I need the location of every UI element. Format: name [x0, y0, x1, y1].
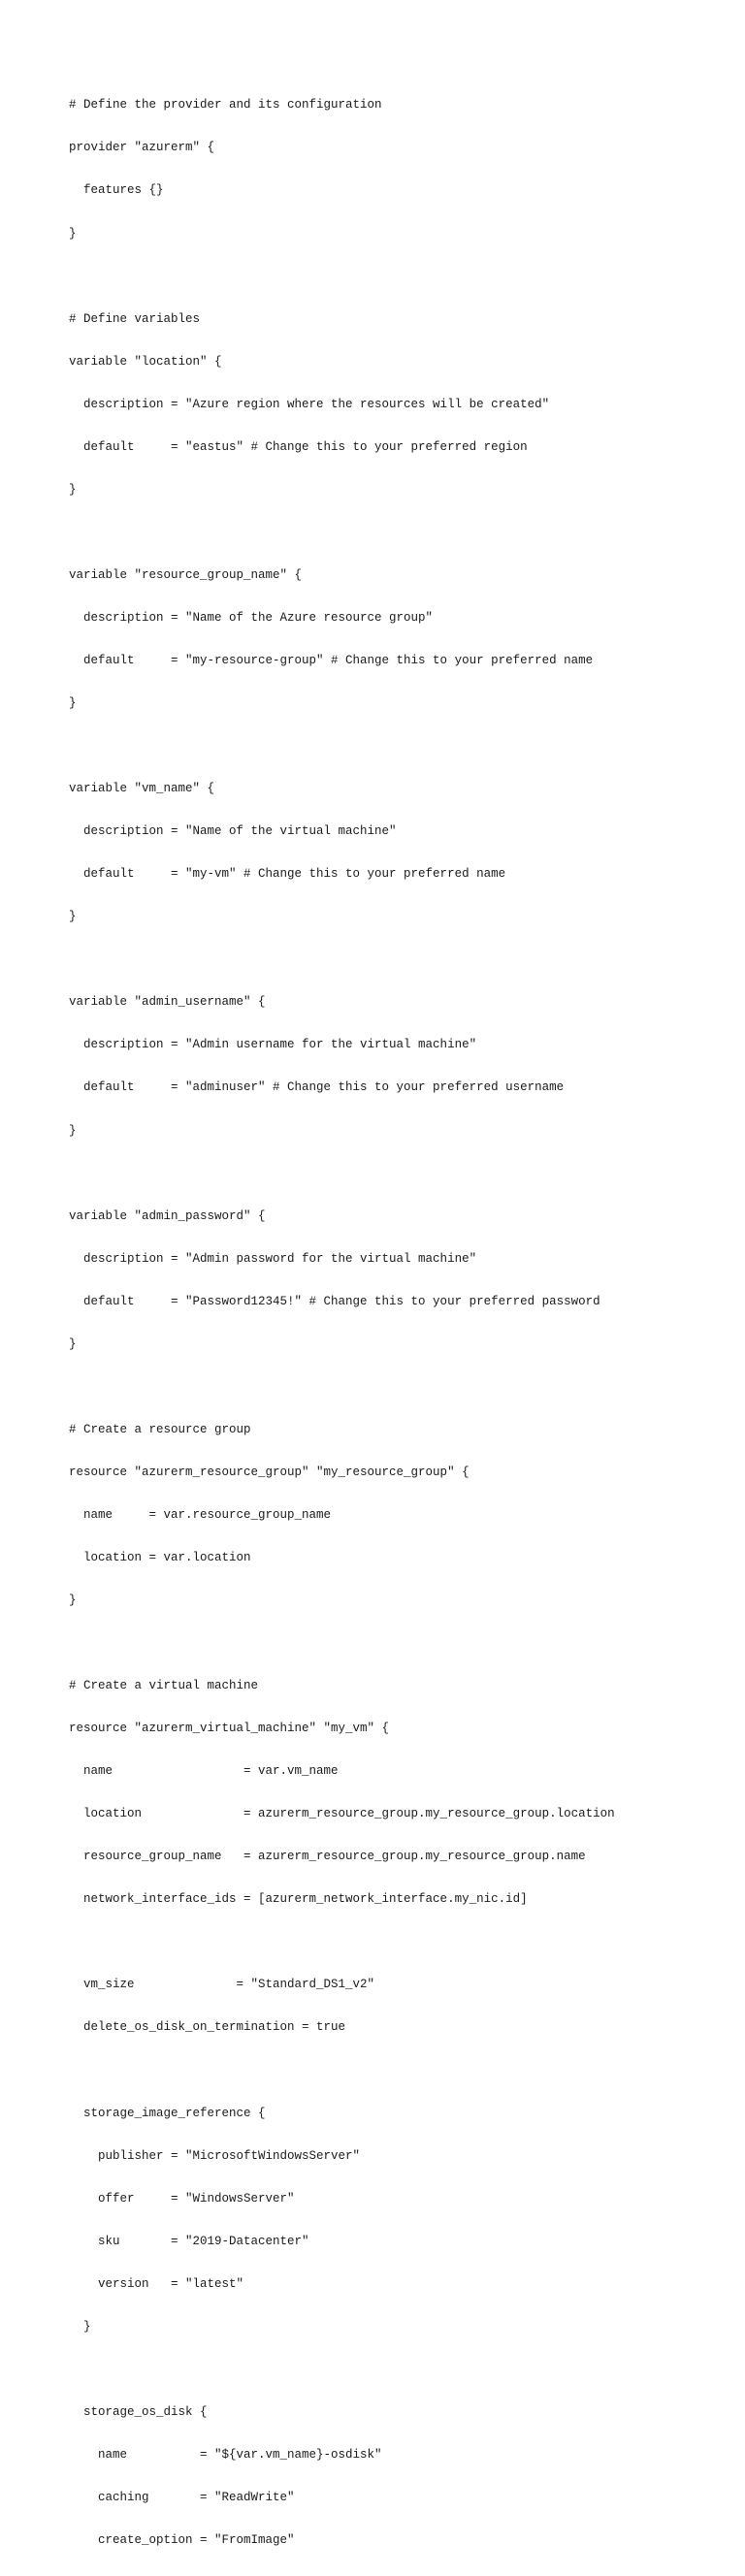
code-line: # Define the provider and its configuration: [69, 98, 382, 113]
code-line: resource "azurerm_resource_group" "my_resource_group" {: [69, 1465, 470, 1479]
code-line: storage_image_reference {: [69, 2106, 266, 2120]
code-line: variable "vm_name" {: [69, 782, 215, 796]
code-line: }: [69, 696, 77, 711]
code-line: variable "resource_group_name" {: [69, 567, 303, 582]
code-line: description = "Admin username for the virtual machine": [69, 1038, 477, 1052]
code-line: description = "Name of the virtual machine": [69, 824, 397, 839]
code-line: caching = "ReadWrite": [69, 2491, 295, 2504]
code-line: name = var.vm_name: [69, 1764, 339, 1779]
code-line: [69, 952, 615, 967]
code-line: network_interface_ids = [azurerm_network_interface.my_nic.id]: [69, 1892, 528, 1907]
code-line: }: [69, 1336, 77, 1351]
code-line: create_option = "FromImage": [69, 2533, 295, 2548]
code-line: [69, 526, 615, 540]
code-line: [69, 1167, 615, 1181]
code-line: }: [69, 2319, 91, 2334]
code-line: location = var.location: [69, 1550, 251, 1564]
code-line: vm_size = "Standard_DS1_v2": [69, 1978, 375, 1992]
code-line: variable "admin_password" {: [69, 1208, 266, 1223]
code-line: # Define variables: [69, 311, 201, 326]
code-line: [69, 1935, 615, 1949]
code-line: [69, 2363, 615, 2377]
code-line: offer = "WindowsServer": [69, 2191, 295, 2206]
code-line: delete_os_disk_on_termination = true: [69, 2020, 346, 2035]
code-line: location = azurerm_resource_group.my_resource_group.location: [69, 1807, 615, 1821]
code-line: [69, 739, 615, 754]
code-line: description = "Azure region where the resources will be created": [69, 397, 550, 411]
code-line: }: [69, 1123, 77, 1138]
code-line: sku = "2019-Datacenter": [69, 2234, 309, 2248]
code-block: [69, 70, 615, 2576]
code-line: default = "Password12345!" # Change this to your preferred password: [69, 1294, 600, 1308]
code-line: [69, 1636, 615, 1651]
code-line: default = "my-vm" # Change this to your preferred name: [69, 867, 506, 882]
code-line: [69, 1380, 615, 1395]
code-line: description = "Name of the Azure resource group": [69, 610, 434, 625]
code-line: }: [69, 910, 77, 924]
code-line: default = "eastus" # Change this to your preferred region: [69, 439, 528, 454]
code-line: version = "latest": [69, 2276, 244, 2291]
code-line: default = "adminuser" # Change this to your preferred username: [69, 1080, 565, 1095]
code-line: features {}: [69, 183, 164, 198]
code-line: [69, 270, 615, 284]
code-line: [69, 2064, 615, 2078]
code-line: description = "Admin password for the virtual machine": [69, 1251, 477, 1266]
code-line: name = "${var.vm_name}-osdisk": [69, 2447, 382, 2462]
code-line: }: [69, 1594, 77, 1608]
code-line: default = "my-resource-group" # Change this to your preferred name: [69, 653, 594, 667]
code-line: storage_os_disk {: [69, 2404, 208, 2419]
code-line: }: [69, 226, 77, 241]
code-line: resource_group_name = azurerm_resource_group.my_resource_group.name: [69, 1850, 586, 1864]
code-line: # Create a virtual machine: [69, 1679, 259, 1693]
code-line: provider "azurerm" {: [69, 141, 215, 155]
code-line: publisher = "MicrosoftWindowsServer": [69, 2148, 361, 2163]
code-line: # Create a resource group: [69, 1422, 251, 1436]
code-line: resource "azurerm_virtual_machine" "my_vm" {: [69, 1722, 390, 1736]
code-line: variable "location" {: [69, 354, 222, 369]
code-line: name = var.resource_group_name: [69, 1507, 332, 1522]
code-line: variable "admin_username" {: [69, 995, 266, 1010]
code-line: }: [69, 482, 77, 497]
